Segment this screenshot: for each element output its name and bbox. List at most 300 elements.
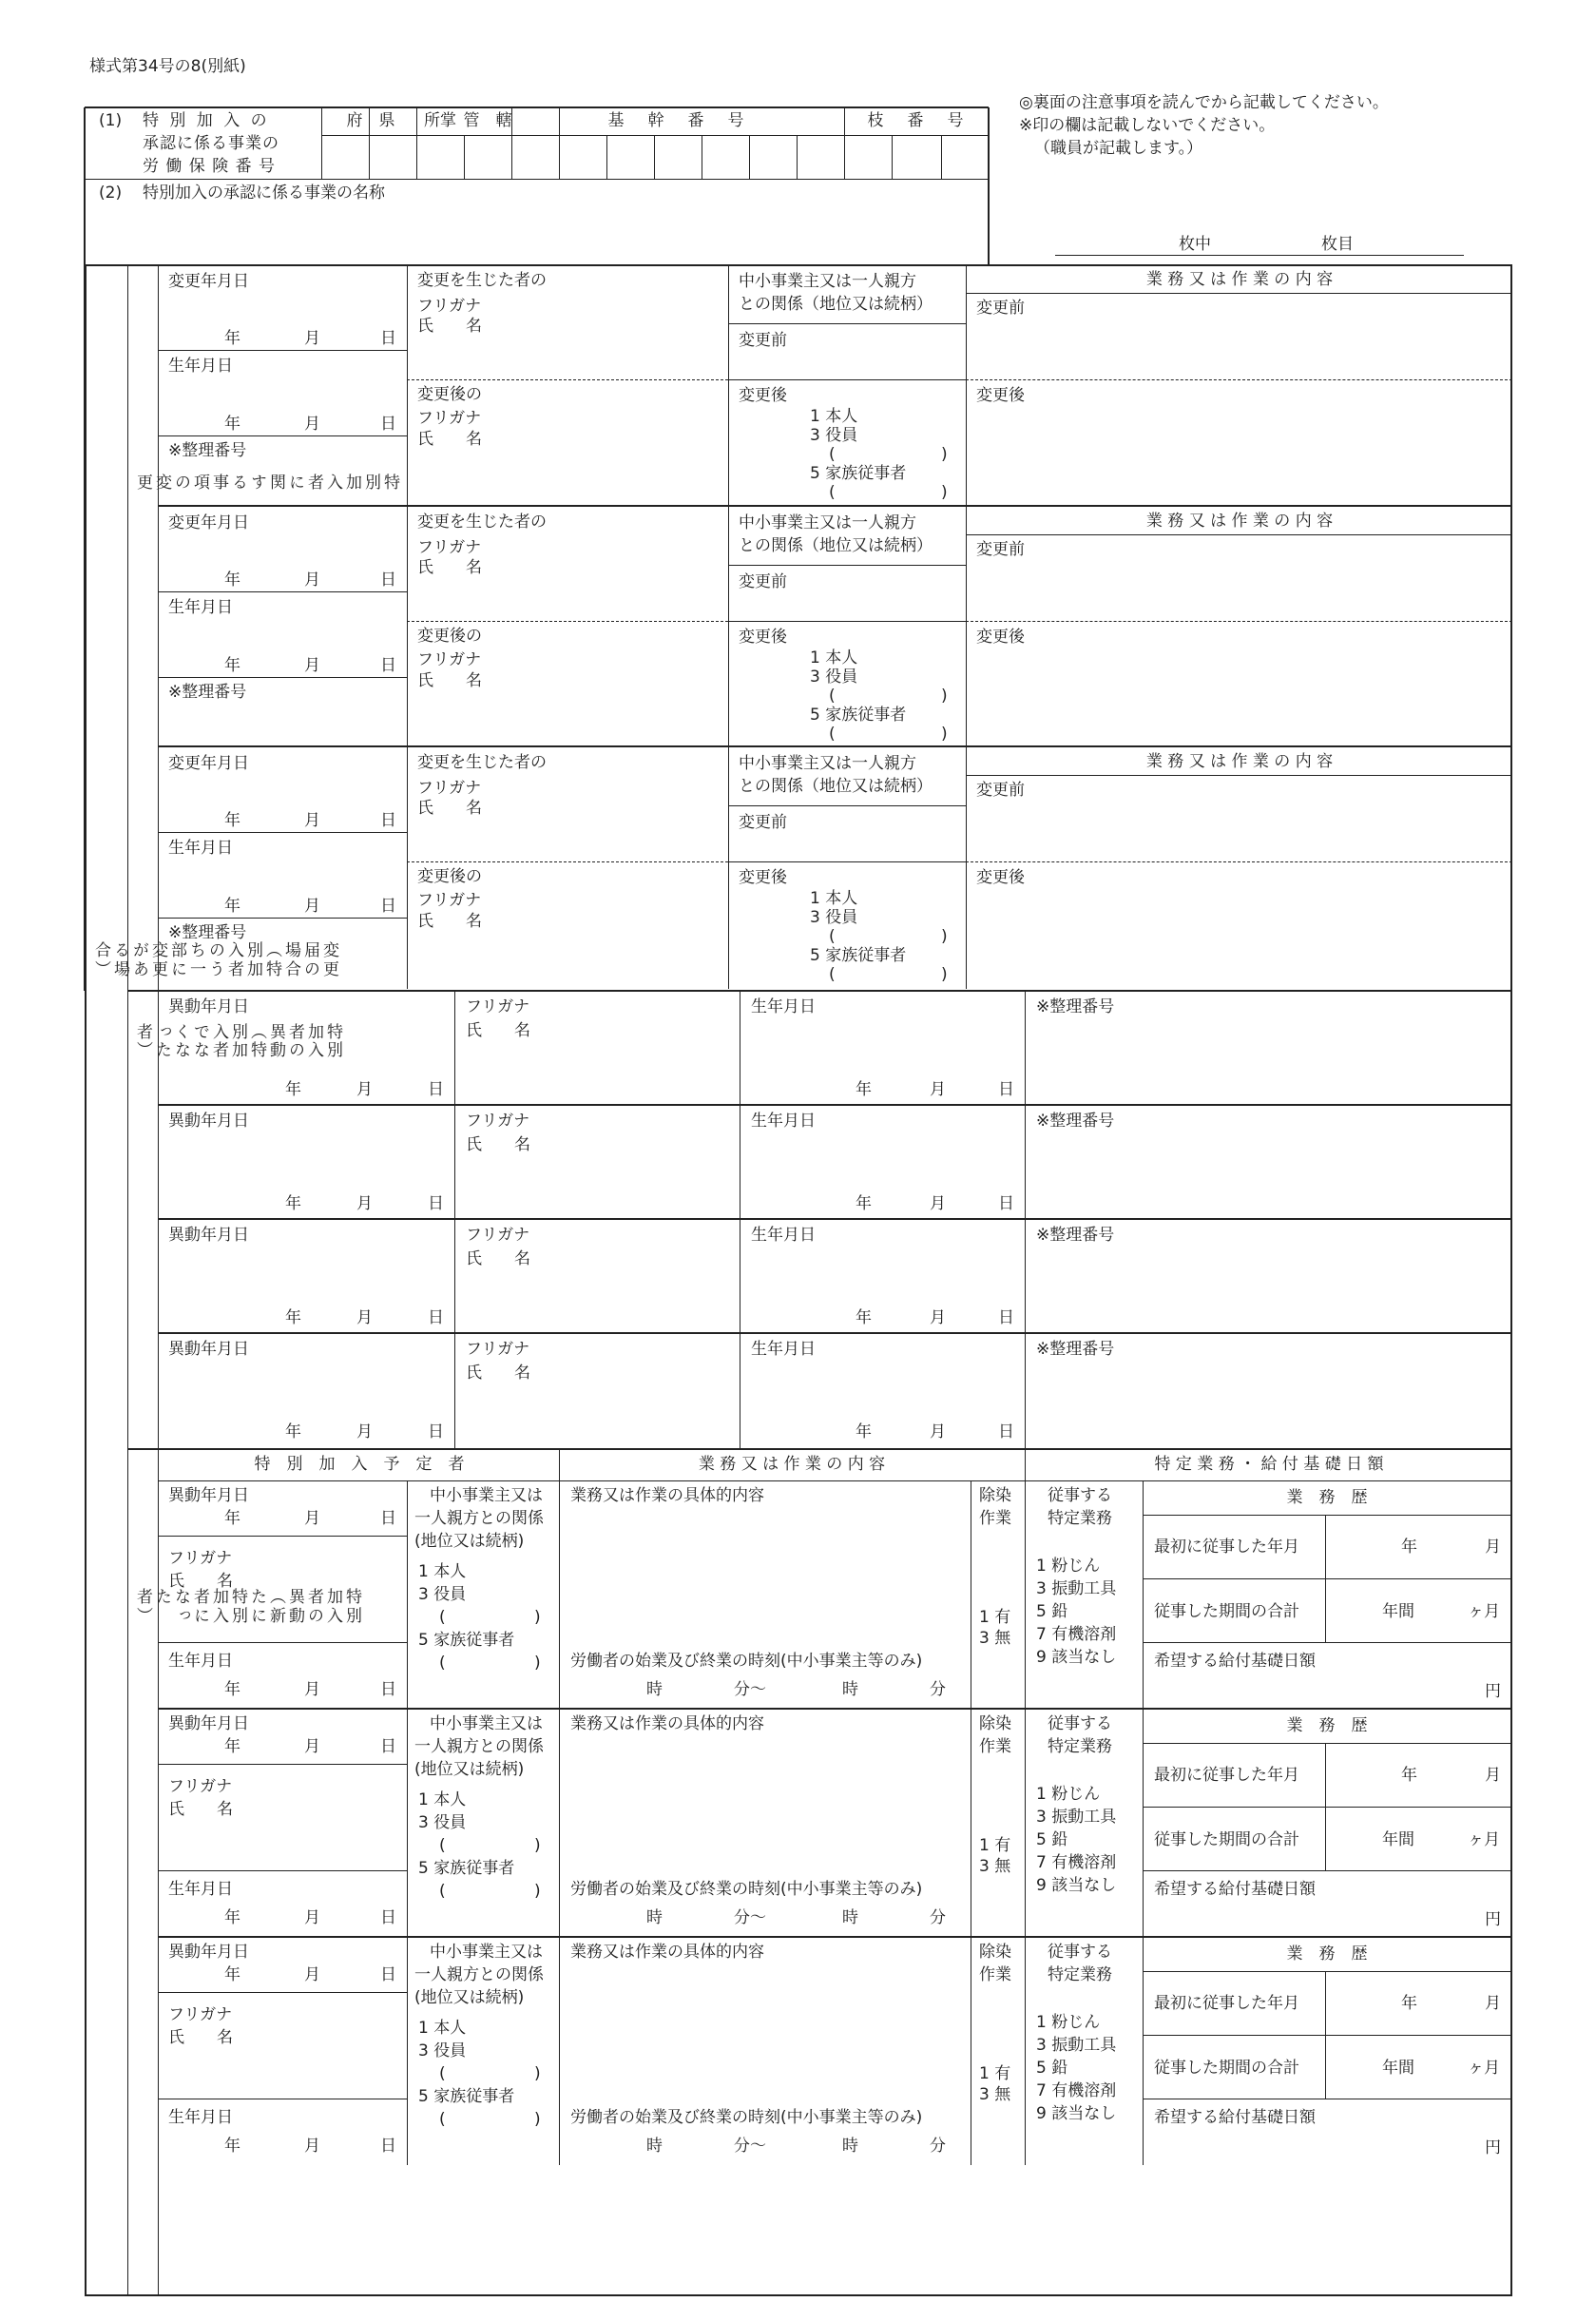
change-block-1-furigana-after: フリガナ (417, 409, 482, 428)
change-block-2-paren-open: ( (829, 687, 836, 706)
withdrawal-row-3-name-input[interactable] (455, 1248, 739, 1331)
change-block-2-relation-line2: との関係（地位又は続柄） (739, 536, 933, 555)
new-block-3-minute: 分 (930, 2137, 946, 2156)
withdrawal-row-3-name: 氏 名 (466, 1249, 530, 1268)
withdrawal-row-4-move-date: 異動年月日 (168, 1340, 249, 1359)
change-block-3-paren-open-2: ( (829, 965, 836, 984)
change-block-2-after-change: 変更後の (417, 627, 482, 646)
new-block-1-year: 年 (224, 1509, 240, 1528)
new-block-1-specific-vibration: 3 振動工具 (1036, 1579, 1117, 1598)
new-block-2-work-detail-input[interactable] (560, 1737, 970, 1870)
new-block-1-birth-day: 日 (380, 1680, 396, 1699)
change-block-2-birth-day: 日 (380, 656, 396, 675)
change-block-1-ref-number: ※整理番号 (168, 441, 247, 460)
withdrawal-row-3-move-date: 異動年月日 (168, 1226, 249, 1245)
col-base-number: 基 幹 番 号 (607, 111, 748, 130)
col-divider (1025, 1937, 1026, 2165)
withdrawal-row-2-birth-month: 月 (930, 1194, 946, 1213)
new-block-1-hour: 時 (646, 1680, 663, 1699)
col-divider (407, 1480, 408, 1709)
change-block-2-furigana-after: フリガナ (417, 650, 482, 669)
change-block-2-work-before-input[interactable] (967, 535, 1511, 620)
row-rule (1143, 1578, 1512, 1579)
change-block-2-birth-year: 年 (224, 656, 240, 675)
new-block-1-paren-close: ) (534, 1608, 541, 1627)
new-block-3-history: 業 務 歴 (1286, 1944, 1368, 1963)
change-block-3-after-change: 変更後の (417, 867, 482, 886)
new-block-2-option-officer: 3 役員 (418, 1813, 467, 1832)
withdrawal-row-4-year: 年 (285, 1422, 301, 1441)
change-block-1-work-before: 変更前 (976, 299, 1025, 318)
change-block-3-month: 月 (304, 811, 320, 830)
new-block-1-rel-line1: 中小事業主又は (430, 1486, 543, 1505)
row-rule (1143, 1743, 1512, 1744)
new-block-1-first-engaged: 最初に従事した年月 (1154, 1538, 1299, 1557)
labor-insurance-number-input[interactable] (322, 136, 988, 178)
row-rule (728, 323, 966, 324)
row-rule (158, 591, 407, 592)
sheet-count-rule (1055, 255, 1464, 256)
new-block-1-specific-line1: 従事する (1048, 1486, 1112, 1505)
col-prefecture: 府 県 (346, 111, 395, 130)
col-branch-number: 枝 番 号 (867, 111, 968, 130)
withdrawal-row-1-furigana: フリガナ (466, 997, 530, 1016)
change-block-2-change-date: 変更年月日 (168, 513, 249, 532)
new-block-3-hour: 時 (646, 2137, 663, 2156)
change-block-3-change-date: 変更年月日 (168, 754, 249, 773)
new-block-1-month: 月 (304, 1509, 320, 1528)
new-header-work: 業 務 又 は 作 業 の 内 容 (698, 1455, 886, 1474)
new-block-3-work-hours: 労働者の始業及び終業の時刻(中小事業主等のみ) (570, 2108, 923, 2127)
change-block-1-change-date: 変更年月日 (168, 272, 249, 291)
new-block-1-period-months: ヶ月 (1468, 1602, 1500, 1621)
business-name-input[interactable] (86, 204, 988, 261)
section-divider-withdrawal (127, 1448, 1512, 1450)
col-divider (1025, 1709, 1026, 1937)
change-block-1-work-after-input[interactable] (967, 380, 1511, 504)
col-divider (728, 506, 729, 746)
change-block-3-year: 年 (224, 811, 240, 830)
new-block-2-minute-from: 分～ (734, 1908, 766, 1927)
new-block-3-name: 氏 名 (168, 2028, 233, 2047)
item1-label-line1: 特 別 加 入 の (143, 111, 270, 130)
change-block-2-relation-line1: 中小事業主又は一人親方 (739, 513, 916, 532)
withdrawal-row-2-birth-day: 日 (998, 1194, 1014, 1213)
new-block-1-dye-yes: 1 有 (979, 1608, 1011, 1627)
change-block-2-person-changed: 変更を生じた者の (417, 513, 547, 532)
change-block-2-relation-after: 変更後 (739, 628, 787, 647)
change-block-2-option-family: 5 家族従事者 (810, 706, 907, 725)
new-block-3-rel-line3: (地位又は続柄) (414, 1988, 525, 2007)
change-block-1-paren-close: ) (941, 445, 948, 464)
new-block-2-rel-line1: 中小事業主又は (430, 1714, 543, 1733)
change-block-3-name-after: 氏 名 (417, 912, 482, 931)
outer-label-column (127, 264, 128, 2294)
withdrawal-row-3-birth-day: 日 (998, 1308, 1014, 1327)
new-block-3-birth-year: 年 (224, 2137, 240, 2156)
change-block-1-birth-year: 年 (224, 415, 240, 434)
row-rule (1143, 1870, 1512, 1871)
row-rule (158, 1536, 407, 1537)
new-block-3-first-month: 月 (1485, 1994, 1501, 2013)
new-block-2-dye-no: 3 無 (979, 1857, 1011, 1876)
change-block-2-ref-number: ※整理番号 (168, 683, 247, 702)
new-block-1-dye-no: 3 無 (979, 1629, 1011, 1648)
change-block-1-day: 日 (380, 329, 396, 348)
withdrawal-row-1-ref-number: ※整理番号 (1036, 997, 1115, 1016)
withdrawal-row-2-furigana: フリガナ (466, 1112, 530, 1131)
new-block-2-option-self: 1 本人 (418, 1790, 467, 1809)
new-block-2-rel-line3: (地位又は続柄) (414, 1760, 525, 1779)
new-block-3-hour-2: 時 (842, 2137, 858, 2156)
new-block-2-hour: 時 (646, 1908, 663, 1927)
change-block-3-birth-date: 生年月日 (168, 839, 233, 858)
withdrawal-row-2-name: 氏 名 (466, 1135, 530, 1154)
new-block-2-paren-open: ( (439, 1836, 446, 1855)
new-block-1-period-total: 従事した期間の合計 (1154, 1602, 1299, 1621)
new-block-border (158, 1936, 1512, 1938)
change-block-3-work-before-input[interactable] (967, 776, 1511, 861)
withdrawal-row-4-birth-month: 月 (930, 1422, 946, 1441)
change-block-2-paren-close: ) (941, 687, 948, 706)
note-staff-fill: （職員が記載します。） (1034, 139, 1203, 158)
row-rule (1143, 2035, 1512, 2036)
withdrawal-row-2-move-date: 異動年月日 (168, 1112, 249, 1131)
new-block-3-first-engaged: 最初に従事した年月 (1154, 1994, 1299, 2013)
row-rule (158, 1642, 407, 1643)
new-block-3-work-detail-input[interactable] (560, 1965, 970, 2099)
col-divider (1025, 1105, 1026, 1219)
withdrawal-row-4-name-input[interactable] (455, 1362, 739, 1447)
change-block-3-name: 氏 名 (417, 799, 482, 818)
change-block-1-birth-month: 月 (304, 415, 320, 434)
new-block-3-paren-open-2: ( (439, 2110, 446, 2129)
change-block-3-option-officer: 3 役員 (810, 908, 858, 927)
new-block-3-yen: 円 (1485, 2138, 1501, 2157)
change-block-3-relation-after: 変更後 (739, 868, 787, 887)
new-block-3-specific-line1: 従事する (1048, 1943, 1112, 1962)
change-block-3-relation-before: 変更前 (739, 813, 787, 832)
row-rule (1143, 1971, 1512, 1972)
new-block-3-specific-none: 9 該当なし (1036, 2104, 1117, 2123)
form-code: 様式第34号の8(別紙) (89, 57, 246, 76)
new-block-3-desired-wage-input[interactable] (1144, 2121, 1511, 2163)
new-block-3-specific-solvent: 7 有機溶剤 (1036, 2081, 1117, 2100)
new-block-3-period-total: 従事した期間の合計 (1154, 2059, 1299, 2078)
col-divider (1025, 1219, 1026, 1333)
header-divider (1025, 1449, 1026, 1480)
new-block-2-first-engaged: 最初に従事した年月 (1154, 1766, 1299, 1785)
change-block-2-change-date-input[interactable] (159, 507, 406, 590)
withdrawal-row-1-birth-year: 年 (856, 1080, 872, 1099)
new-block-3-dye-line1: 除染 (979, 1943, 1011, 1962)
new-block-1-history: 業 務 歴 (1286, 1488, 1368, 1507)
item1-label-line2: 承認に係る事業の (143, 134, 279, 153)
new-block-2-specific-solvent: 7 有機溶剤 (1036, 1853, 1117, 1872)
withdrawal-row-2-day: 日 (428, 1194, 444, 1213)
change-block-2-birth-date: 生年月日 (168, 598, 233, 617)
withdrawal-row-1-birth-day: 日 (998, 1080, 1014, 1099)
header-mid-rule (85, 179, 989, 180)
col-divider (407, 264, 408, 506)
change-block-3-paren-open: ( (829, 927, 836, 946)
new-block-1-desired-wage-input[interactable] (1144, 1665, 1511, 1707)
change-block-2-option-self: 1 本人 (810, 648, 858, 667)
col-divider (728, 746, 729, 989)
withdrawal-row-3-furigana: フリガナ (466, 1226, 530, 1245)
note-read-back: ◎裏面の注意事項を読んでから記載してください。 (1019, 93, 1389, 112)
row-rule (1143, 1807, 1512, 1808)
new-block-1-minute-from: 分～ (734, 1680, 766, 1699)
change-block-3-birth-day: 日 (380, 897, 396, 916)
withdrawal-row-1-year: 年 (285, 1080, 301, 1099)
withdrawal-row-border (158, 1218, 1512, 1220)
new-header-specific: 特 定 業 務 ・ 給 付 基 礎 日 額 (1154, 1455, 1384, 1474)
new-block-3-paren-close: ) (534, 2064, 541, 2083)
new-block-3-dye-no: 3 無 (979, 2085, 1011, 2104)
new-block-3-dye-yes: 1 有 (979, 2064, 1011, 2083)
new-block-1-paren-open: ( (439, 1608, 446, 1627)
sheet-index-label: 枚目 (1321, 235, 1354, 254)
dashed-rule (407, 379, 728, 380)
dashed-rule (407, 621, 728, 622)
change-block-1-name-after: 氏 名 (417, 430, 482, 449)
new-block-1-rel-line3: (地位又は続柄) (414, 1532, 525, 1551)
dashed-rule (407, 861, 728, 862)
change-block-1-person-changed: 変更を生じた者の (417, 271, 547, 290)
new-block-2-first-month: 月 (1485, 1766, 1501, 1785)
change-block-2-day: 日 (380, 571, 396, 590)
new-block-1-dye-line1: 除染 (979, 1486, 1011, 1505)
change-block-2-name: 氏 名 (417, 558, 482, 577)
change-block-2-month: 月 (304, 571, 320, 590)
change-block-2-name-after: 氏 名 (417, 671, 482, 690)
new-block-1-specific-dust: 1 粉じん (1036, 1557, 1101, 1576)
new-block-3-specific-vibration: 3 振動工具 (1036, 2036, 1117, 2055)
new-header-rule (158, 1480, 1512, 1481)
new-block-3-furigana: フリガナ (168, 2005, 233, 2024)
withdrawal-row-2-name-input[interactable] (455, 1133, 739, 1217)
new-block-2-minute: 分 (930, 1908, 946, 1927)
row-rule (158, 1870, 407, 1871)
new-block-1-yen: 円 (1485, 1682, 1501, 1701)
note-no-mark: ※印の欄は記載しないでください。 (1019, 116, 1276, 135)
change-block-3-change-date-input[interactable] (159, 747, 406, 831)
new-block-3-specific-lead: 5 鉛 (1036, 2059, 1068, 2078)
new-block-2-birth-date: 生年月日 (168, 1880, 233, 1899)
new-block-3-birth-month: 月 (304, 2137, 320, 2156)
withdrawal-row-3-day: 日 (428, 1308, 444, 1327)
new-header-planned: 特 別 加 入 予 定 者 (254, 1455, 465, 1474)
change-block-1-work-before-input[interactable] (967, 294, 1511, 378)
withdrawal-row-4-birth-year: 年 (856, 1422, 872, 1441)
withdrawal-row-2-month: 月 (356, 1194, 373, 1213)
change-block-2-furigana: フリガナ (417, 538, 482, 557)
new-block-2-history: 業 務 歴 (1286, 1716, 1368, 1735)
new-block-2-hour-2: 時 (842, 1908, 858, 1927)
new-block-3-dye-line2: 作業 (979, 1965, 1011, 1984)
new-block-2-month: 月 (304, 1737, 320, 1756)
new-block-3-option-officer: 3 役員 (418, 2041, 467, 2060)
change-block-3-option-self: 1 本人 (810, 889, 858, 908)
new-block-2-specific-line1: 従事する (1048, 1714, 1112, 1733)
change-block-1-year: 年 (224, 329, 240, 348)
col-divider (407, 746, 408, 989)
new-block-1-dye-line2: 作業 (979, 1509, 1011, 1528)
new-block-1-birth-date: 生年月日 (168, 1652, 233, 1671)
new-block-2-move-date: 異動年月日 (168, 1714, 249, 1733)
outer-side-label: 変更届の場合（特別加入者のうち一部に変更がある場合） (91, 941, 338, 979)
change-block-2-option-officer: 3 役員 (810, 667, 858, 687)
new-block-2-name: 氏 名 (168, 1800, 233, 1819)
header-right-border (988, 107, 990, 264)
withdrawal-row-3-birth-month: 月 (930, 1308, 946, 1327)
new-block-1-birth-month: 月 (304, 1680, 320, 1699)
new-block-2-work-hours: 労働者の始業及び終業の時刻(中小事業主等のみ) (570, 1880, 923, 1899)
change-block-2-work-after: 変更後 (976, 628, 1025, 647)
new-block-1-paren-close-2: ) (534, 1654, 541, 1673)
new-block-1-day: 日 (380, 1509, 396, 1528)
withdrawal-row-border (158, 1104, 1512, 1106)
change-block-2-relation-before: 変更前 (739, 572, 787, 591)
change-block-1-relation-line2: との関係（地位又は続柄） (739, 295, 933, 314)
new-block-1-work-hours: 労働者の始業及び終業の時刻(中小事業主等のみ) (570, 1652, 923, 1671)
new-block-2-option-family: 5 家族従事者 (418, 1859, 515, 1878)
change-block-1-option-self: 1 本人 (810, 407, 858, 426)
change-block-2-year: 年 (224, 571, 240, 590)
new-block-3-birth-date: 生年月日 (168, 2108, 233, 2127)
new-block-2-birth-year: 年 (224, 1908, 240, 1927)
new-block-3-work-detail: 業務又は作業の具体的内容 (570, 1943, 764, 1962)
new-block-1-work-detail-input[interactable] (560, 1509, 970, 1642)
change-block-2-work-before: 変更前 (976, 540, 1025, 559)
new-block-1-first-month: 月 (1485, 1538, 1501, 1557)
withdrawal-row-3-ref-number: ※整理番号 (1036, 1226, 1115, 1245)
change-block-3-work-header: 業 務 又 は 作 業 の 内 容 (1145, 752, 1334, 771)
row-rule (158, 350, 407, 351)
change-block-1-birth-day: 日 (380, 415, 396, 434)
change-side-label: 特別加入者に関する事項の変更 (133, 474, 399, 494)
withdrawal-row-1-birth-month: 月 (930, 1080, 946, 1099)
new-block-2-birth-month: 月 (304, 1908, 320, 1927)
new-block-2-specific-dust: 1 粉じん (1036, 1785, 1101, 1804)
new-block-3-paren-open: ( (439, 2064, 446, 2083)
new-block-1-rel-line2: 一人親方との関係 (414, 1509, 544, 1528)
new-block-2-birth-day: 日 (380, 1908, 396, 1927)
row-rule (158, 677, 407, 678)
change-block-1-furigana: フリガナ (417, 297, 482, 316)
change-block-3-paren-close: ) (941, 927, 948, 946)
col-divider (1025, 1480, 1026, 1709)
item1-label-line3: 労 働 保 険 番 号 (143, 157, 277, 176)
new-block-3-move-date: 異動年月日 (168, 1943, 249, 1962)
new-block-border (158, 1708, 1512, 1710)
new-block-3-rel-line1: 中小事業主又は (430, 1943, 543, 1962)
withdrawal-row-3-birth-date: 生年月日 (751, 1226, 816, 1245)
withdrawal-row-border (158, 1332, 1512, 1334)
new-block-2-desired-wage-input[interactable] (1144, 1893, 1511, 1935)
change-block-3-work-after-input[interactable] (967, 862, 1511, 987)
change-block-3-furigana: フリガナ (417, 779, 482, 798)
change-block-3-day: 日 (380, 811, 396, 830)
col-jurisdiction: 所掌 (424, 111, 456, 130)
change-block-3-relation-line2: との関係（地位又は続柄） (739, 777, 933, 796)
change-block-1-paren-open-2: ( (829, 483, 836, 502)
new-block-3-first-year: 年 (1401, 1994, 1417, 2013)
new-block-1-option-self: 1 本人 (418, 1562, 467, 1581)
col-divider (1025, 1333, 1026, 1449)
new-block-1-first-year: 年 (1401, 1538, 1417, 1557)
change-block-3-birth-month: 月 (304, 897, 320, 916)
row-rule (728, 621, 966, 622)
change-block-3-person-changed: 変更を生じた者の (417, 753, 547, 772)
new-block-3-paren-close-2: ) (534, 2110, 541, 2129)
new-block-1-move-date: 異動年月日 (168, 1486, 249, 1505)
withdrawal-row-2-year: 年 (285, 1194, 301, 1213)
change-block-3-paren-close-2: ) (941, 965, 948, 984)
new-block-1-minute: 分 (930, 1680, 946, 1699)
change-block-1-relation-after: 変更後 (739, 386, 787, 405)
new-block-3-year: 年 (224, 1965, 240, 1984)
withdrawal-row-1-name-input[interactable] (455, 1019, 739, 1103)
new-block-3-period-years: 年間 (1382, 2059, 1414, 2078)
new-block-3-birth-day: 日 (380, 2137, 396, 2156)
new-block-3-minute-from: 分～ (734, 2137, 766, 2156)
new-block-3-desired-wage: 希望する給付基礎日額 (1154, 2108, 1316, 2127)
new-block-1-option-family: 5 家族従事者 (418, 1631, 515, 1650)
new-block-3-day: 日 (380, 1965, 396, 1984)
change-block-2-work-after-input[interactable] (967, 622, 1511, 745)
change-block-2-birth-month: 月 (304, 656, 320, 675)
item2-number: (2) (99, 184, 123, 203)
change-block-1-change-date-input[interactable] (159, 265, 406, 349)
new-block-2-year: 年 (224, 1737, 240, 1756)
new-block-1-desired-wage: 希望する給付基礎日額 (1154, 1652, 1316, 1671)
new-block-1-period-years: 年間 (1382, 1602, 1414, 1621)
section-divider-change (127, 990, 1512, 992)
new-block-1-specific-lead: 5 鉛 (1036, 1602, 1068, 1621)
withdrawal-row-4-name: 氏 名 (466, 1364, 530, 1383)
col-office: 管 轄 (463, 111, 512, 130)
new-block-2-specific-vibration: 3 振動工具 (1036, 1808, 1117, 1827)
col-divider (407, 1709, 408, 1937)
change-block-1-paren-open: ( (829, 445, 836, 464)
row-rule (1143, 1642, 1512, 1643)
change-block-3-ref-number: ※整理番号 (168, 923, 247, 942)
change-block-1-option-officer: 3 役員 (810, 426, 858, 445)
new-block-2-paren-close-2: ) (534, 1882, 541, 1901)
change-block-1-work-after: 変更後 (976, 386, 1025, 405)
new-side-label: 特別加入者の異動（新たに特別加入者になった者） (133, 1588, 361, 1626)
new-block-2-furigana: フリガナ (168, 1777, 233, 1796)
withdrawal-row-3-year: 年 (285, 1308, 301, 1327)
change-block-1-work-header: 業 務 又 は 作 業 の 内 容 (1145, 270, 1334, 289)
withdrawal-row-1-move-date: 異動年月日 (168, 997, 249, 1016)
row-rule (728, 565, 966, 566)
change-block-1-name: 氏 名 (417, 317, 482, 336)
withdrawal-row-1-day: 日 (428, 1080, 444, 1099)
withdrawal-row-4-day: 日 (428, 1422, 444, 1441)
new-block-1-hour-2: 時 (842, 1680, 858, 1699)
change-block-1-after-change: 変更後の (417, 385, 482, 404)
new-block-1-option-officer: 3 役員 (418, 1585, 467, 1604)
withdrawal-row-4-birth-date: 生年月日 (751, 1340, 816, 1359)
row-rule (1143, 1515, 1512, 1516)
new-block-2-paren-open-2: ( (439, 1882, 446, 1901)
new-block-2-first-year: 年 (1401, 1766, 1417, 1785)
sheet-total-label: 枚中 (1179, 235, 1211, 254)
withdrawal-row-4-furigana: フリガナ (466, 1340, 530, 1359)
